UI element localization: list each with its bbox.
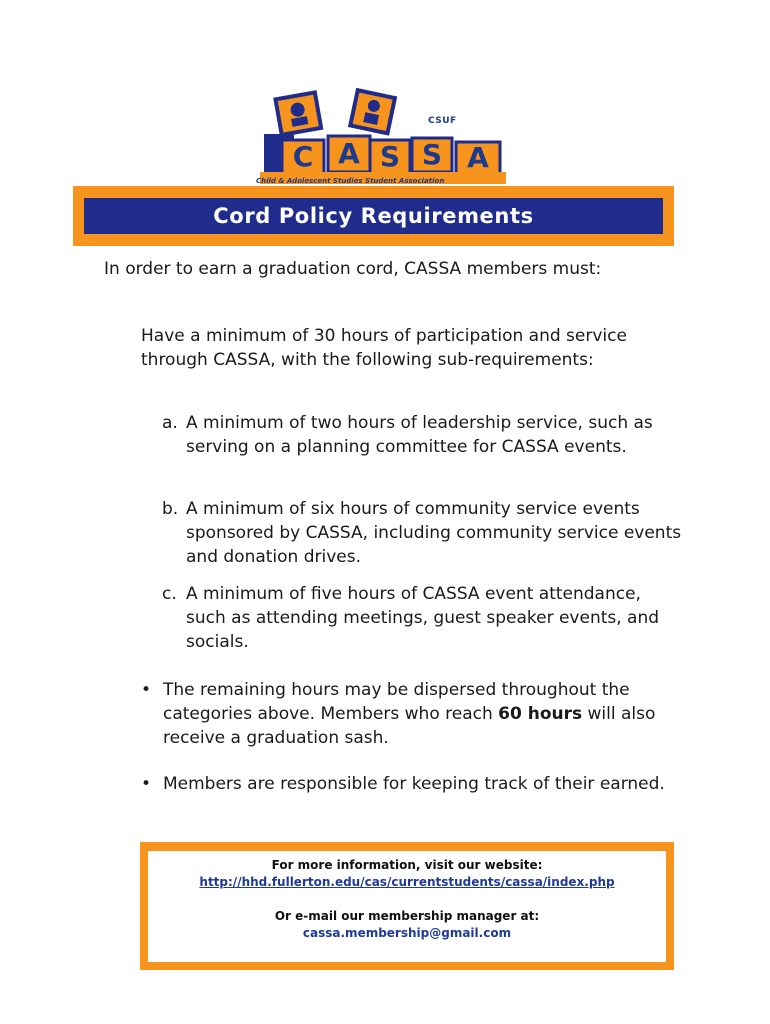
list-marker: b. <box>162 499 179 519</box>
logo-letter: S <box>421 138 443 171</box>
main-requirement: Have a minimum of 30 hours of participation and service through CASSA, with the following sub-requirements: <box>141 326 627 370</box>
bullet-dot: • <box>141 774 152 794</box>
bullet-text-after: will also receive a graduation sash. <box>163 704 656 748</box>
bullet-dot: • <box>141 680 152 700</box>
contact-box-inner <box>148 851 666 962</box>
bullet-remaining-hours <box>141 678 681 750</box>
logo-letter: S <box>379 140 401 173</box>
website-label: For more information, visit our website: <box>271 858 543 872</box>
sub-requirement-text: A minimum of five hours of CASSA event attendance, such as attending meetings, guest speaker events, and socials. <box>186 584 660 652</box>
cassa-logo <box>246 88 518 192</box>
bullet-tracking <box>141 772 681 796</box>
bullet-text <box>163 678 681 750</box>
email-label: Or e-mail our membership manager at: <box>274 909 540 923</box>
bullet-text-before: The remaining hours may be dispersed throughout the categories above. Members who reach <box>163 680 630 724</box>
intro-text: In order to earn a graduation cord, CASSA members must: <box>104 259 602 279</box>
list-marker: c. <box>162 584 177 604</box>
email-link[interactable]: cassa.membership@gmail.com <box>302 926 512 940</box>
logo-letter: A <box>467 141 489 174</box>
sub-requirement-a <box>162 411 682 459</box>
sub-requirement-c <box>162 582 682 654</box>
logo-campus: CSUF <box>428 116 457 126</box>
page-title: Cord Policy Requirements <box>213 204 534 228</box>
list-marker: a. <box>162 413 178 433</box>
title-banner-inner <box>84 198 663 234</box>
contact-box <box>140 842 674 970</box>
title-banner <box>73 186 674 246</box>
sub-requirement-text: A minimum of six hours of community service events sponsored by CASSA, including community service events and donation drives. <box>186 499 682 567</box>
website-link[interactable]: http://hhd.fullerton.edu/cas/currentstudents/cassa/index.php <box>199 875 615 889</box>
logo-tagline: Child & Adolescent Studies Student Association <box>256 177 445 185</box>
sub-requirement-b <box>162 497 682 569</box>
bullet-text: Members are responsible for keeping track of their earned. <box>163 774 665 794</box>
sub-requirement-text: A minimum of two hours of leadership service, such as serving on a planning committee for CASSA events. <box>186 413 653 457</box>
logo-letter: A <box>338 137 360 170</box>
sixty-hours-emphasis: 60 hours <box>498 704 583 724</box>
logo-letter: C <box>292 140 314 173</box>
